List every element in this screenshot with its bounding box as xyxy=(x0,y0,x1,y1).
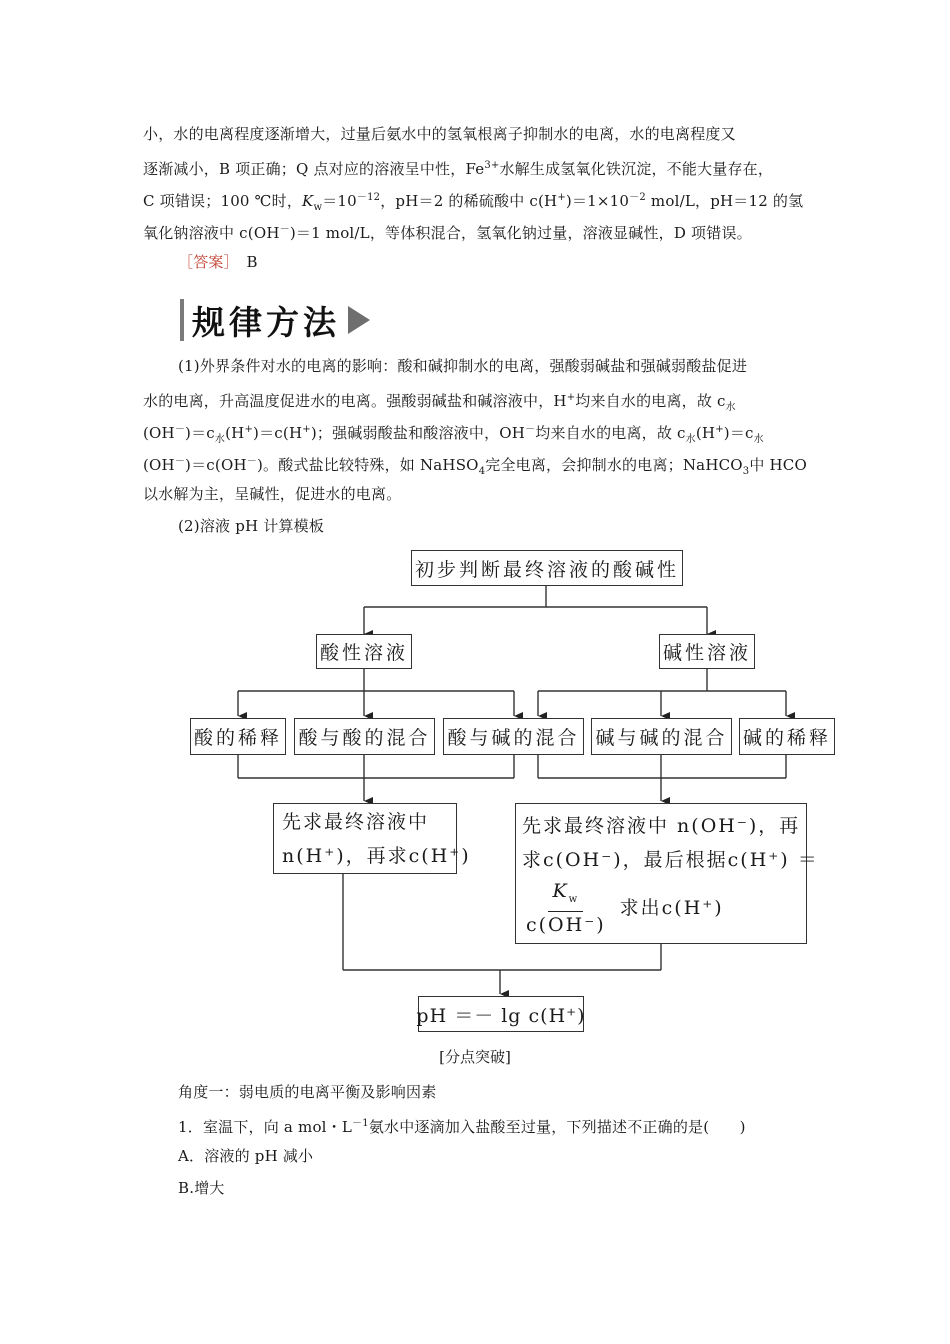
method-line-3: $(OH^-)=c_水(H^+)=c(H^+)$；强碱弱酸盐和酸溶液中，OH－均来自水的电离，故 $c_水(H^+)=c_水$ xyxy=(143,424,764,445)
method-line-2: 水的电离，升高温度促进水的电离。强酸弱碱盐和碱溶液中，H+均来自水的电离，故 $c_水$ xyxy=(143,392,736,413)
method-line-5: 以水解为主，呈碱性，促进水的电离。 xyxy=(143,485,402,503)
flow-acid-acid-box: 酸与酸的混合 xyxy=(294,718,435,755)
flow-left-result-line-2: n(H⁺)，再求c(H⁺) xyxy=(282,844,471,867)
method-line-4: (OH－)＝c(OH－)。酸式盐比较特殊，如 NaHSO$_4$完全电离，会抑制水的电离；NaHCO$_3$中 HCO xyxy=(143,456,807,477)
question-1: 1．室温下，向 a mol・$L^{-1}$氨水中逐滴加入盐酸至过量，下列描述不正确的是( ) xyxy=(178,1118,746,1136)
method-line-6: (2)溶液 pH 计算模板 xyxy=(178,517,325,535)
flow-right-result-line-1: 先求最终溶液中 n(OH⁻)，再 xyxy=(522,814,801,837)
flow-base-dilute-box: 碱的稀释 xyxy=(739,718,835,755)
answer-value: B xyxy=(246,253,258,271)
flow-top-box: 初步判断最终溶液的酸碱性 xyxy=(411,550,683,586)
flow-acid-box: 酸性溶液 xyxy=(316,634,412,669)
section-title: 规律方法 xyxy=(192,302,340,342)
flow-base-box: 碱性溶液 xyxy=(659,634,755,669)
intro-line-3: C 项错误；100 ℃时，$K_w=10^{-12}$，pH＝2 的稀硫酸中 $c(H^+)=1\times 10^{-2}$ mol/L，pH＝12 的氢 xyxy=(143,192,804,213)
intro-line-4: 氧化钠溶液中 c(OH－)＝1 mol/L，等体积混合，氢氧化钠过量，溶液显碱性，D 项错误。 xyxy=(143,224,752,242)
flow-right-result-line-3: $\frac{K_w}{c(OH^-)}$ 求出c(H⁺) xyxy=(522,879,724,939)
intro-line-1: 小，水的电离程度逐渐增大，过量后氨水中的氢氧根离子抑制水的电离，水的电离程度又 xyxy=(143,125,736,143)
flow-left-result-box xyxy=(273,803,471,874)
flow-final-box: pH ＝－ lg c(H⁺) xyxy=(418,996,584,1032)
flow-right-result-box xyxy=(515,803,819,944)
flow-acid-base-box: 酸与碱的混合 xyxy=(443,718,584,755)
kw-fraction: $\frac{K_w}{c(OH^-)}$ xyxy=(526,879,606,937)
answer-label: ［答案］ xyxy=(178,253,232,271)
flow-acid-dilute-box: 酸的稀释 xyxy=(190,718,286,755)
intro-line-2: 逐渐减小，B 项正确；Q 点对应的溶液呈中性，$Fe^{3+}$水解生成氢氧化铁沉淀，不能大量存在， xyxy=(143,160,774,178)
flow-left-result-line-1: 先求最终溶液中 xyxy=(282,810,430,833)
method-line-1: (1)外界条件对水的电离的影响：酸和碱抑制水的电离，强酸弱碱盐和强碱弱酸盐促进 xyxy=(178,357,748,375)
option-a: A．溶液的 pH 减小 xyxy=(178,1147,314,1165)
caption: [分点突破] xyxy=(439,1048,511,1066)
angle-heading: 角度一：弱电质的电离平衡及影响因素 xyxy=(178,1083,437,1101)
flow-right-result-line-2: 求c(OH⁻)，最后根据c(H⁺) ＝ xyxy=(522,848,819,871)
flow-base-base-box: 碱与碱的混合 xyxy=(591,718,732,755)
option-b: B.增大 xyxy=(178,1179,225,1197)
